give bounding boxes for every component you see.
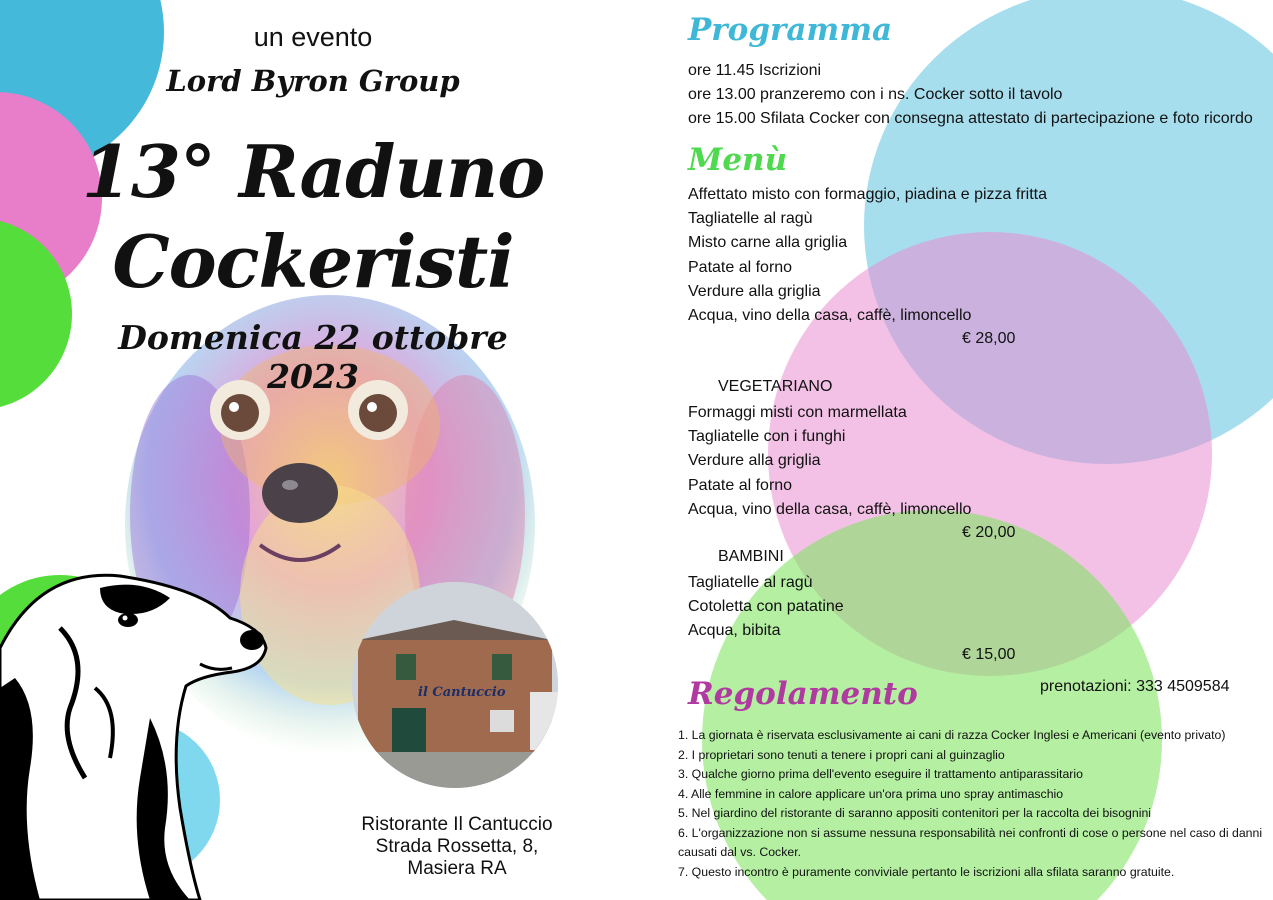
programma-item: ore 11.45 Iscrizioni: [688, 62, 822, 79]
menu-bambini-list: [688, 571, 844, 644]
menu-item: Misto carne alla griglia: [688, 234, 848, 252]
menu-item: Formaggi misti con marmellata: [688, 404, 907, 421]
bambini-label: BAMBINI: [718, 548, 784, 565]
vegetariano-label: VEGETARIANO: [718, 378, 833, 395]
menu-item: Cotoletta con patatine: [688, 598, 844, 616]
menu-item: Tagliatelle al ragù: [688, 574, 813, 591]
booking-phone: prenotazioni: 333 4509584: [1040, 678, 1230, 695]
menu-item: Patate al forno: [688, 476, 793, 494]
regolamento-heading: Regolamento: [688, 676, 918, 712]
menu-item: Tagliatelle con i funghi: [688, 428, 846, 446]
menu-item: Verdure alla griglia: [688, 452, 821, 470]
menu-item: Affettato misto con formaggio, piadina e pizza fritta: [688, 186, 1048, 203]
rule-item: 1. La giornata è riservata esclusivamente ai cani di razza Cocker Inglesi e Americani (evento privato): [678, 728, 1226, 742]
menu-heading: Menù: [688, 142, 788, 178]
programma-item: ore 15.00 Sfilata Cocker con consegna attestato di partecipazione e foto ricordo: [688, 110, 1253, 128]
rule-item: 2. I proprietari sono tenuti a tenere i propri cani al guinzaglio: [678, 747, 1005, 762]
venue-photo: [352, 582, 558, 788]
rule-item: 4. Alle femmine in calore applicare un'ora prima uno spray antimaschio: [678, 786, 1064, 801]
event-title-line2: Cockeristi: [112, 219, 514, 304]
right-panel: [636, 0, 1273, 900]
rule-item: 5. Nel giardino del ristorante di saranno appositi contenitori per la raccolta dei bisognini: [678, 806, 1152, 820]
venue-city: Masiera RA: [407, 858, 507, 879]
regolamento-list: [678, 726, 1268, 882]
menu-bambini-price: € 15,00: [962, 646, 1016, 663]
rule-item: 6. L'organizzazione non si assume nessuna responsabilità nei confronti di cose o persone nel caso di danni causati dal vs. Cocker.: [678, 825, 1263, 859]
venue-sign-text: il Cantuccio: [418, 685, 506, 700]
menu-item: Acqua, vino della casa, caffè, limoncello: [688, 500, 972, 518]
menu-item: Verdure alla griglia: [688, 282, 821, 300]
menu-item: Acqua, bibita: [688, 622, 781, 640]
menu-vegetariano-list: [688, 401, 971, 522]
menu-item: Patate al forno: [688, 258, 793, 276]
event-date: Domenica 22 ottobre 2023: [118, 318, 508, 396]
rule-item: 3. Qualche giorno prima dell'evento eseguire il trattamento antiparassitario: [678, 767, 1083, 781]
menu-vegetariano-price: € 20,00: [962, 524, 1016, 541]
rule-item: 7. Questo incontro è puramente conviviale pertanto le iscrizioni alla sfilata saranno gratuite.: [678, 864, 1175, 879]
event-title-line1: 13° Raduno: [81, 129, 545, 214]
menu-standard-list: [688, 183, 1047, 328]
left-panel: [0, 0, 636, 900]
programma-heading: Programma: [688, 12, 893, 48]
event-intro: un evento: [253, 22, 373, 52]
venue-name: Ristorante Il Cantuccio: [361, 814, 553, 835]
cocker-line-drawing: [0, 568, 270, 900]
menu-standard-price: € 28,00: [962, 330, 1016, 347]
organizer-name: Lord Byron Group: [166, 64, 460, 98]
venue-street: Strada Rossetta, 8,: [375, 836, 539, 857]
venue-address: [342, 814, 572, 880]
menu-item: Acqua, vino della casa, caffè, limoncello: [688, 307, 972, 325]
programma-list: [688, 59, 1253, 132]
programma-item: ore 13.00 pranzeremo con i ns. Cocker sotto il tavolo: [688, 86, 1063, 104]
restaurant-building-illustration: [352, 582, 558, 788]
menu-item: Tagliatelle al ragù: [688, 210, 813, 228]
